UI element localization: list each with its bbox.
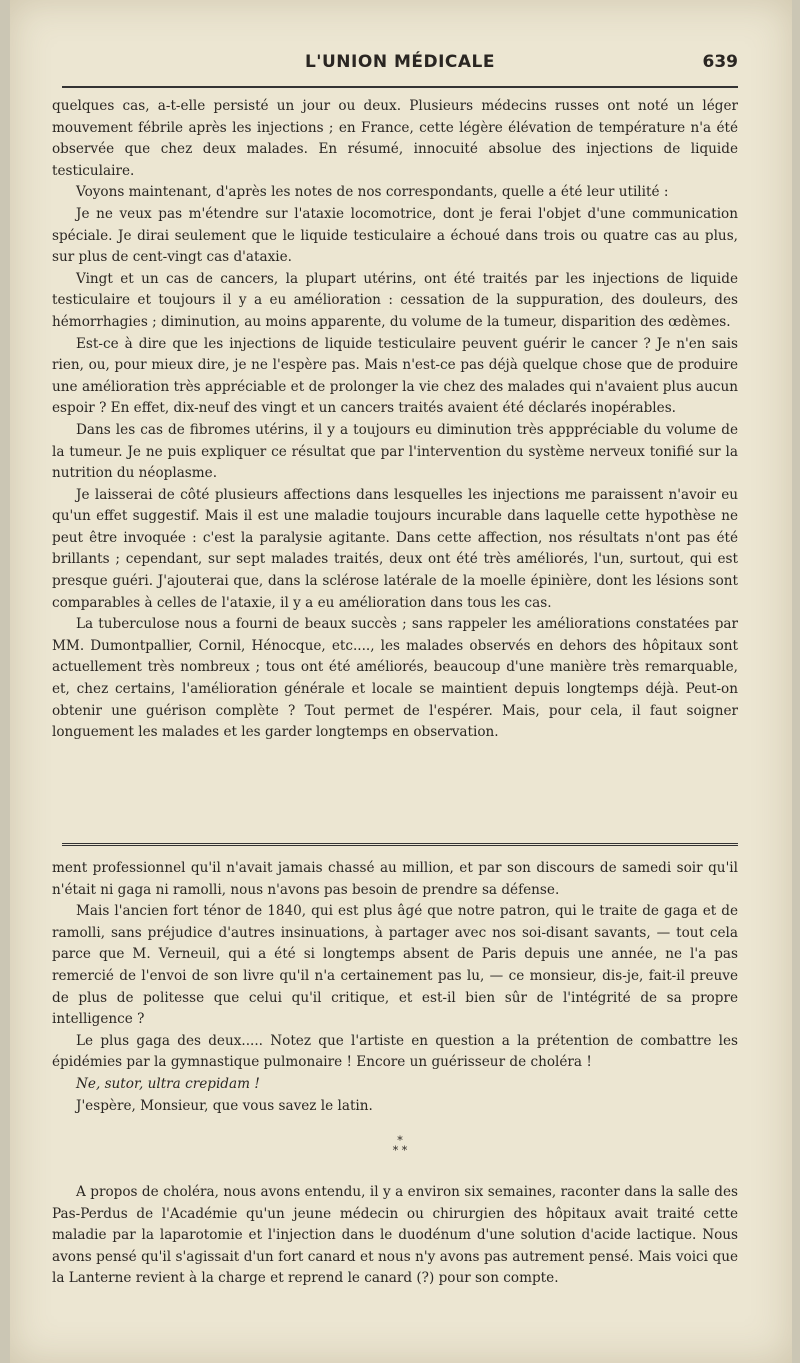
- running-title: L'UNION MÉDICALE: [304, 52, 496, 72]
- paragraph: A propos de choléra, nous avons entendu, il y a environ six semaines, raconter dans la salle des Pas-Perdus de l'Académie qu'un jeune médecin ou chirurgien des hôpitaux avait traité cette maladie par la laparotomie et l'injection dans le duodénum d'une solution d'acide lactique. Nous avons pensé qu'il s'agissait d'un fort canard et nous n'y avons pas autrement pensé. Mais voici que la Lanterne revient à la charge et reprend le canard (?) pour son compte.: [52, 1184, 738, 1287]
- paragraph: La tuberculose nous a fourni de beaux succès ; sans rappeler les améliorations constatées par MM. Dumontpallier, Cornil, Hénocque, etc...., les malades observés en dehors des hôpitaux sont actuellement très nombreux ; tous ont été améliorés, beaucoup d'une manière très remarquable, et, chez certains, l'amélioration générale et locale se maintient depuis longtemps déjà. Peut-on obtenir une guérison complète ? Tout permet de l'espérer. Mais, pour cela, il faut soigner longuement les malades et les garder longtemps en observation.: [52, 616, 738, 741]
- paragraph: J'espère, Monsieur, que vous savez le latin.: [76, 1097, 373, 1114]
- main-article: [52, 96, 738, 744]
- paragraph: Ne, sutor, ultra crepidam !: [76, 1075, 260, 1092]
- asterism-bottom: * *: [392, 1144, 408, 1157]
- paragraph: Vingt et un cas de cancers, la plupart utérins, ont été traités par les injections de liquide testiculaire et toujours il y a eu amélioration : cessation de la suppuration, des douleurs, des hémorrhagies ; diminution, au moins apparente, du volume de la tumeur, disparition des œdèmes.: [52, 270, 738, 330]
- paragraph: Le plus gaga des deux..... Notez que l'artiste en question a la prétention de combattre les épidémies par la gymnastique pulmonaire ! Encore un guérisseur de choléra !: [52, 1032, 738, 1071]
- paragraph: Mais l'ancien fort ténor de 1840, qui est plus âgé que notre patron, qui le traite de gaga et de ramolli, sans préjudice d'autres insinuations, à partager avec nos soi-disant savants, — tout cela parce que M. Verneuil, qui a été si longtemps absent de Paris depuis une année, ne l'a pas remercié de l'envoi de son livre qu'il n'a certainement pas lu, — ce monsieur, dis-je, fait-il preuve de plus de politesse que celui qu'il critique, et est-il bien sûr de l'intégrité de sa propre intelligence ?: [52, 903, 738, 1028]
- feuilleton-section: [52, 858, 738, 1117]
- asterism-top: *: [397, 1134, 403, 1147]
- paragraph: Je ne veux pas m'étendre sur l'ataxie locomotrice, dont je ferai l'objet d'une communication spéciale. Je dirai seulement que le liquide testiculaire a échoué dans trois ou quatre cas au plus, sur plus de cent-vingt cas d'ataxie.: [52, 205, 738, 266]
- paragraph: quelques cas, a-t-elle persisté un jour ou deux. Plusieurs médecins russes ont noté un léger mouvement fébrile après les injections ; en France, cette légère élévation de température n'a été observée que chez deux malades. En résumé, innocuité absolue des injections de liquide testiculaire.: [52, 98, 738, 179]
- paragraph: Dans les cas de fibromes utérins, il y a toujours eu diminution très apppréciable du volume de la tumeur. Je ne puis expliquer ce résultat que par l'intervention du système nerveux tonifié sur la nutrition du néoplasme.: [52, 421, 738, 482]
- paragraph: Est-ce à dire que les injections de liquide testiculaire peuvent guérir le cancer ? Je n'en sais rien, ou, pour mieux dire, je ne l'espère pas. Mais n'est-ce pas déjà quelque chose que de produire une amélioration très appréciable et de prolonger la vie chez des malades qui n'avaient plus aucun espoir ? En effet, dix-neuf des vingt et un cancers traités avaient été déclarés inopérables.: [52, 335, 738, 417]
- section-asterism: [0, 1136, 800, 1156]
- paragraph: Je laisserai de côté plusieurs affections dans lesquelles les injections me paraissent n'avoir eu qu'un effet suggestif. Mais il est une maladie toujours incurable dans laquelle cette hypothèse ne peut être invoquée : c'est la paralysie agitante. Dans cette affection, nos résultats n'ont pas été brillants ; cependant, sur sept malades traités, deux ont été très améliorés, l'un, surtout, qui est presque guéri. J'ajouterai que, dans la sclérose latérale de la moelle épinière, dont les lésions sont comparables à celles de l'ataxie, il y a eu amélioration dans tous les cas.: [52, 486, 738, 611]
- page-header: [62, 52, 738, 82]
- header-rule: [62, 86, 738, 88]
- page-number: 639: [702, 52, 738, 72]
- paragraph: Voyons maintenant, d'après les notes de nos correspondants, quelle a été leur utilité :: [76, 184, 669, 201]
- news-section: [52, 1182, 738, 1290]
- feuilleton-divider: [62, 843, 738, 849]
- paragraph: ment professionnel qu'il n'avait jamais chassé au million, et par son discours de samedi soir qu'il n'était ni gaga ni ramolli, nous n'avons pas besoin de prendre sa défense.: [52, 860, 738, 898]
